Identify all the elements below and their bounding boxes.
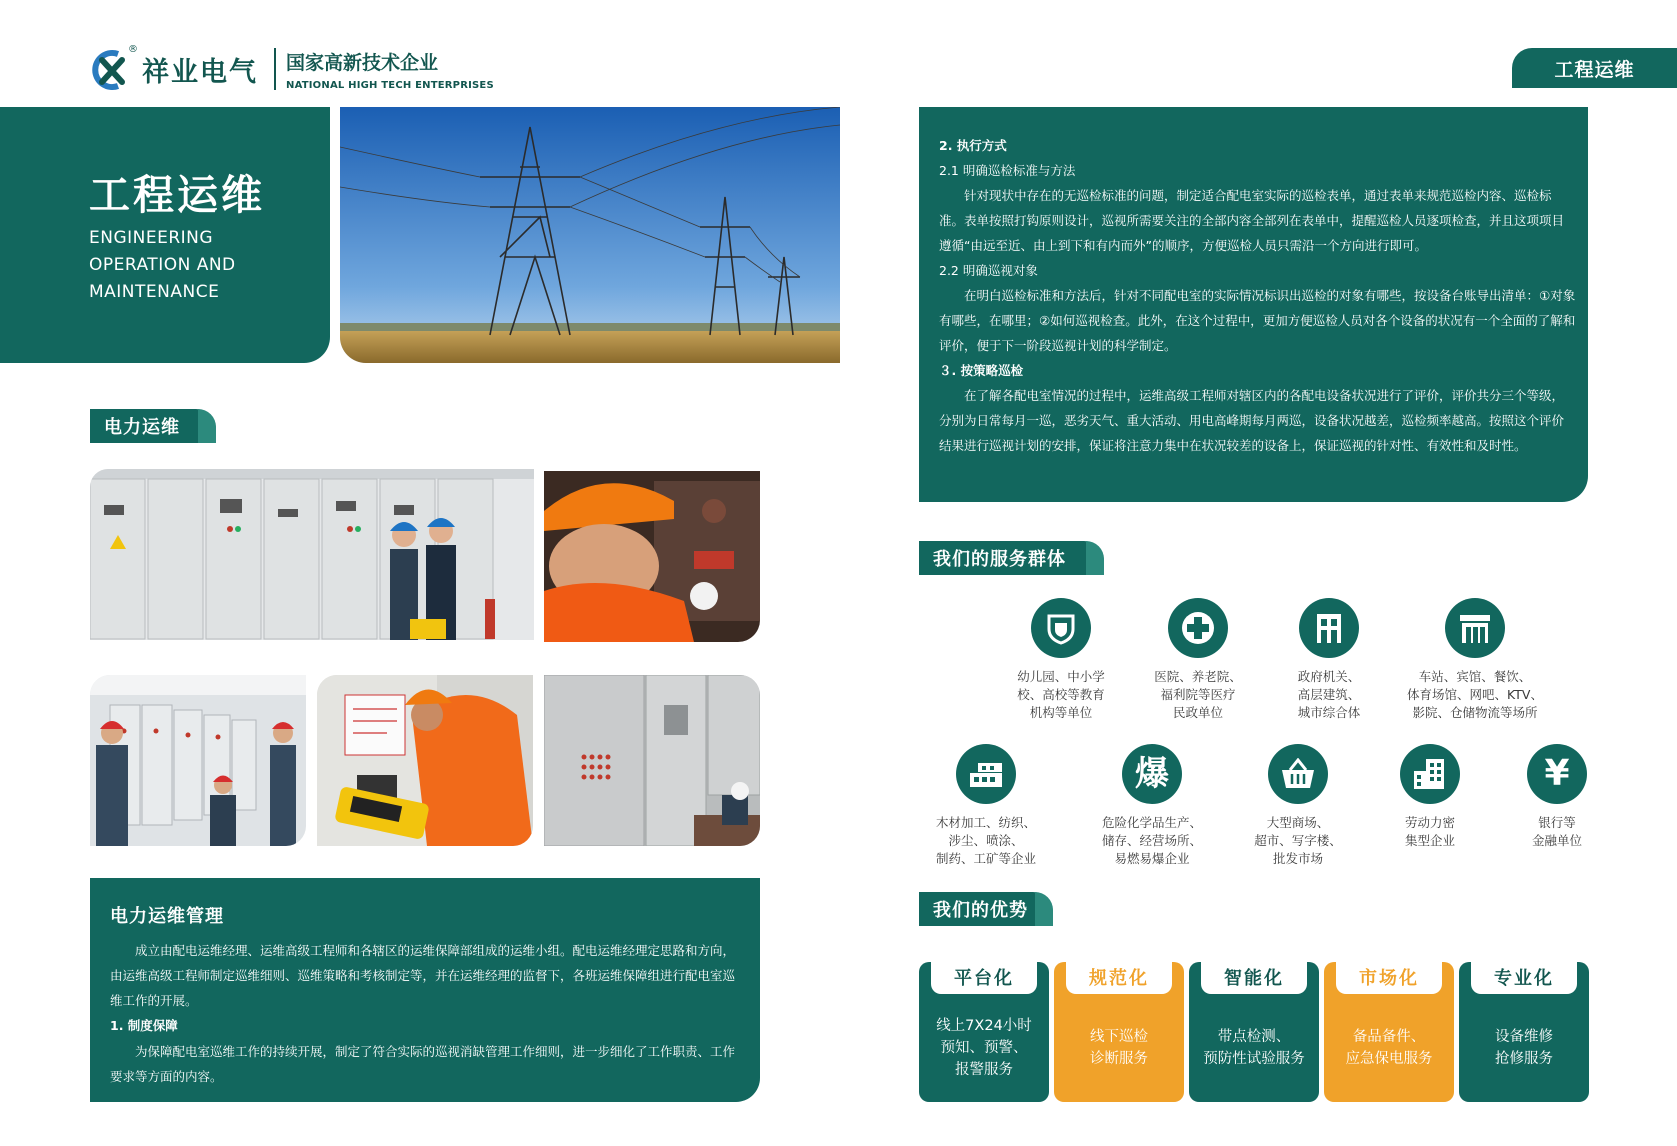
service-label-line: 大型商场、 bbox=[1266, 815, 1330, 830]
management-subheading: 1. 制度保障 bbox=[110, 1018, 178, 1033]
service-label-line: 医院、养老院、 bbox=[1154, 669, 1242, 684]
hero-subtitle-line: OPERATION AND bbox=[89, 255, 236, 275]
advantage-line: 备品备件、 bbox=[1352, 1029, 1426, 1045]
section-label: 电力运维 bbox=[104, 417, 180, 438]
hero-panel bbox=[0, 107, 330, 363]
service-label-line: 储存、经营场所、 bbox=[1101, 833, 1202, 848]
service-label-line: 超市、写字楼、 bbox=[1254, 833, 1342, 848]
office-buildings-icon bbox=[1400, 744, 1460, 804]
service-label-line: 车站、宾馆、餐饮、 bbox=[1418, 669, 1532, 684]
switchgear-inspection-photo bbox=[90, 469, 534, 640]
management-text-panel bbox=[90, 878, 760, 1102]
advantage-text bbox=[1189, 1006, 1319, 1090]
advantage-line: 预防性试验服务 bbox=[1203, 1051, 1305, 1067]
shield-icon bbox=[1031, 598, 1091, 658]
advantage-line: 设备维修 bbox=[1495, 1029, 1553, 1045]
service-label-line: 体育场馆、网吧、KTV、 bbox=[1407, 687, 1543, 702]
management-sub-text: 为保障配电室巡维工作的持续开展，制定了符合实际的巡视消缺管理工作细则，进一步细化了工作职责、工作要求等方面的内容。 bbox=[110, 1044, 736, 1084]
service-label-line: 校、高校等教育 bbox=[1017, 687, 1105, 702]
yen-glyph: ¥ bbox=[1544, 753, 1570, 794]
pill-stripe bbox=[1035, 892, 1053, 926]
method-paragraph-2-1: 针对现状中存在的无巡检标准的问题，制定适合配电室实际的巡检表单，通过表单来规范巡检内容、巡检标准。表单按照打钩原则设计，巡视所需要关注的全部内容全部列在表单中，提醒巡检人员逐项检查，并且这项项目遵循“由远至近、由上到下和有内而外”的顺序，方便巡检人员只需沿一个方向进行即可。 bbox=[939, 188, 1565, 253]
explosive-glyph: 爆 bbox=[1135, 754, 1169, 794]
switchgear-hall-photo bbox=[90, 675, 306, 846]
brand-tagline bbox=[286, 48, 494, 91]
service-item bbox=[1477, 744, 1637, 850]
service-label bbox=[1017, 668, 1105, 722]
service-label-line: 批发市场 bbox=[1272, 851, 1323, 866]
pill-stripe bbox=[198, 409, 216, 443]
service-label bbox=[1405, 814, 1455, 850]
service-label-line: 金融单位 bbox=[1531, 833, 1582, 848]
service-item bbox=[981, 598, 1141, 722]
worker-closeup-photo bbox=[544, 471, 760, 642]
service-label-line: 劳动力密 bbox=[1404, 815, 1455, 830]
service-item bbox=[1395, 598, 1555, 722]
advantage-card bbox=[1189, 962, 1319, 1102]
service-label-line: 易燃易爆企业 bbox=[1114, 851, 1190, 866]
transmission-tower-photo bbox=[340, 107, 840, 363]
advantage-text bbox=[1054, 1006, 1184, 1090]
advantage-title: 平台化 bbox=[931, 960, 1037, 994]
registered-mark: ® bbox=[128, 44, 138, 55]
method-subheading-2-1: 2.1 明确巡检标准与方法 bbox=[939, 163, 1076, 178]
section-title-power-om bbox=[90, 409, 216, 443]
explosive-icon bbox=[1122, 744, 1182, 804]
tagline-en: NATIONAL HIGH TECH ENTERPRISES bbox=[286, 79, 494, 91]
advantage-title: 市场化 bbox=[1336, 960, 1442, 994]
advantage-card bbox=[1324, 962, 1454, 1102]
advantage-line: 线下巡检 bbox=[1090, 1029, 1148, 1045]
hero-subtitle-line: ENGINEERING bbox=[89, 228, 214, 248]
section-title-services bbox=[919, 541, 1104, 575]
service-label-line: 政府机关、 bbox=[1297, 669, 1361, 684]
service-label bbox=[1407, 668, 1543, 722]
service-label-line: 集型企业 bbox=[1404, 833, 1455, 848]
hero-subtitle-line: MAINTENANCE bbox=[89, 282, 220, 302]
service-label bbox=[1532, 814, 1582, 850]
advantage-line: 带点检测、 bbox=[1217, 1029, 1291, 1045]
page-tag: 工程运维 bbox=[1512, 48, 1677, 88]
advantage-line: 报警服务 bbox=[955, 1062, 1013, 1078]
hero-subtitle bbox=[89, 225, 330, 306]
advantage-text bbox=[1459, 1006, 1589, 1090]
service-label bbox=[936, 814, 1036, 868]
brand-logo bbox=[88, 44, 494, 94]
advantage-line: 预知、预警、 bbox=[940, 1040, 1028, 1056]
service-label-line: 木材加工、纺织、 bbox=[935, 815, 1036, 830]
service-item bbox=[906, 744, 1066, 868]
advantage-line: 诊断服务 bbox=[1090, 1051, 1148, 1067]
service-label-line: 高层建筑、 bbox=[1297, 687, 1361, 702]
service-label-line: 民政单位 bbox=[1172, 705, 1223, 720]
service-item bbox=[1249, 598, 1409, 722]
service-label-line: 银行等 bbox=[1538, 815, 1576, 830]
medical-cross-icon bbox=[1168, 598, 1228, 658]
method-paragraph-2-2: 在明白巡检标准和方法后，针对不同配电室的实际情况标识出巡检的对象有哪些，按设备台账导出清单：①对象有哪些，在哪里；②如何巡视检查。此外，在这个过程中，更加方便巡检人员对各个设备的状况有一个全面的了解和评价，便于下一阶段巡视计划的科学制定。 bbox=[939, 288, 1576, 353]
logo-divider bbox=[274, 48, 276, 90]
service-label-line: 福利院等医疗 bbox=[1160, 687, 1236, 702]
yen-icon bbox=[1527, 744, 1587, 804]
logo-mark-icon bbox=[88, 44, 138, 90]
advantage-title: 专业化 bbox=[1471, 960, 1577, 994]
section-title-advantages bbox=[919, 892, 1053, 926]
advantage-line: 线上7X24小时 bbox=[936, 1018, 1032, 1034]
advantage-line: 抢修服务 bbox=[1495, 1051, 1553, 1067]
service-label-line: 危险化学品生产、 bbox=[1101, 815, 1202, 830]
factory-icon bbox=[956, 744, 1016, 804]
method-text-panel bbox=[919, 107, 1588, 502]
service-label bbox=[1154, 668, 1242, 722]
service-label-line: 制药、工矿等企业 bbox=[935, 851, 1036, 866]
service-label-line: 涉尘、喷涂、 bbox=[948, 833, 1024, 848]
service-label-line: 机构等单位 bbox=[1029, 705, 1093, 720]
method-paragraph-3: 在了解各配电室情况的过程中，运维高级工程师对辖区内的各配电设备状况进行了评价，评价共分三个等级，分别为日常每月一巡，恶劣天气、重大活动、用电高峰期每月两巡，设备状况越差，巡检频率越高。按照这个评价结果进行巡视计划的安排，保证将注意力集中在状况较差的设备上，保证巡视的针对性、有效性和及时性。 bbox=[939, 388, 1565, 453]
meter-testing-photo bbox=[317, 675, 533, 846]
service-label bbox=[1254, 814, 1342, 868]
advantage-line: 应急保电服务 bbox=[1345, 1051, 1433, 1067]
management-intro: 成立由配电运维经理、运维高级工程师和各辖区的运维保障部组成的运维小组。配电运维经理定思路和方向，由运维高级工程师制定巡维细则、巡维策略和考核制定等，并在运维经理的监督下，各班运维保障组进行配电室巡维工作的开展。 bbox=[110, 943, 736, 1008]
section-label: 我们的优势 bbox=[933, 900, 1028, 921]
service-label-line: 幼儿园、中小学 bbox=[1017, 669, 1105, 684]
pill-stripe bbox=[1086, 541, 1104, 575]
advantage-card bbox=[919, 962, 1049, 1102]
management-title: 电力运维管理 bbox=[110, 906, 224, 927]
shopping-basket-icon bbox=[1268, 744, 1328, 804]
advantage-card bbox=[1459, 962, 1589, 1102]
government-building-icon bbox=[1299, 598, 1359, 658]
advantage-title: 规范化 bbox=[1066, 960, 1172, 994]
service-label bbox=[1298, 668, 1361, 722]
method-heading-2: 2. 执行方式 bbox=[939, 138, 1007, 153]
advantage-title: 智能化 bbox=[1201, 960, 1307, 994]
tagline-cn: 国家高新技术企业 bbox=[286, 51, 439, 74]
service-label bbox=[1102, 814, 1202, 868]
service-label-line: 城市综合体 bbox=[1297, 705, 1361, 720]
service-item bbox=[1072, 744, 1232, 868]
station-icon bbox=[1445, 598, 1505, 658]
cabinet-maintenance-photo bbox=[544, 675, 760, 846]
service-label-line: 影院、仓储物流等场所 bbox=[1412, 705, 1538, 720]
section-label: 我们的服务群体 bbox=[933, 549, 1066, 570]
advantage-text bbox=[1324, 1006, 1454, 1090]
method-heading-3: ３. 按策略巡检 bbox=[939, 363, 1024, 378]
hero-title: 工程运维 bbox=[89, 171, 265, 219]
method-subheading-2-2: 2.2 明确巡视对象 bbox=[939, 263, 1038, 278]
advantage-card bbox=[1054, 962, 1184, 1102]
advantage-text bbox=[919, 1006, 1049, 1090]
brand-name: 祥业电气 bbox=[142, 56, 258, 88]
